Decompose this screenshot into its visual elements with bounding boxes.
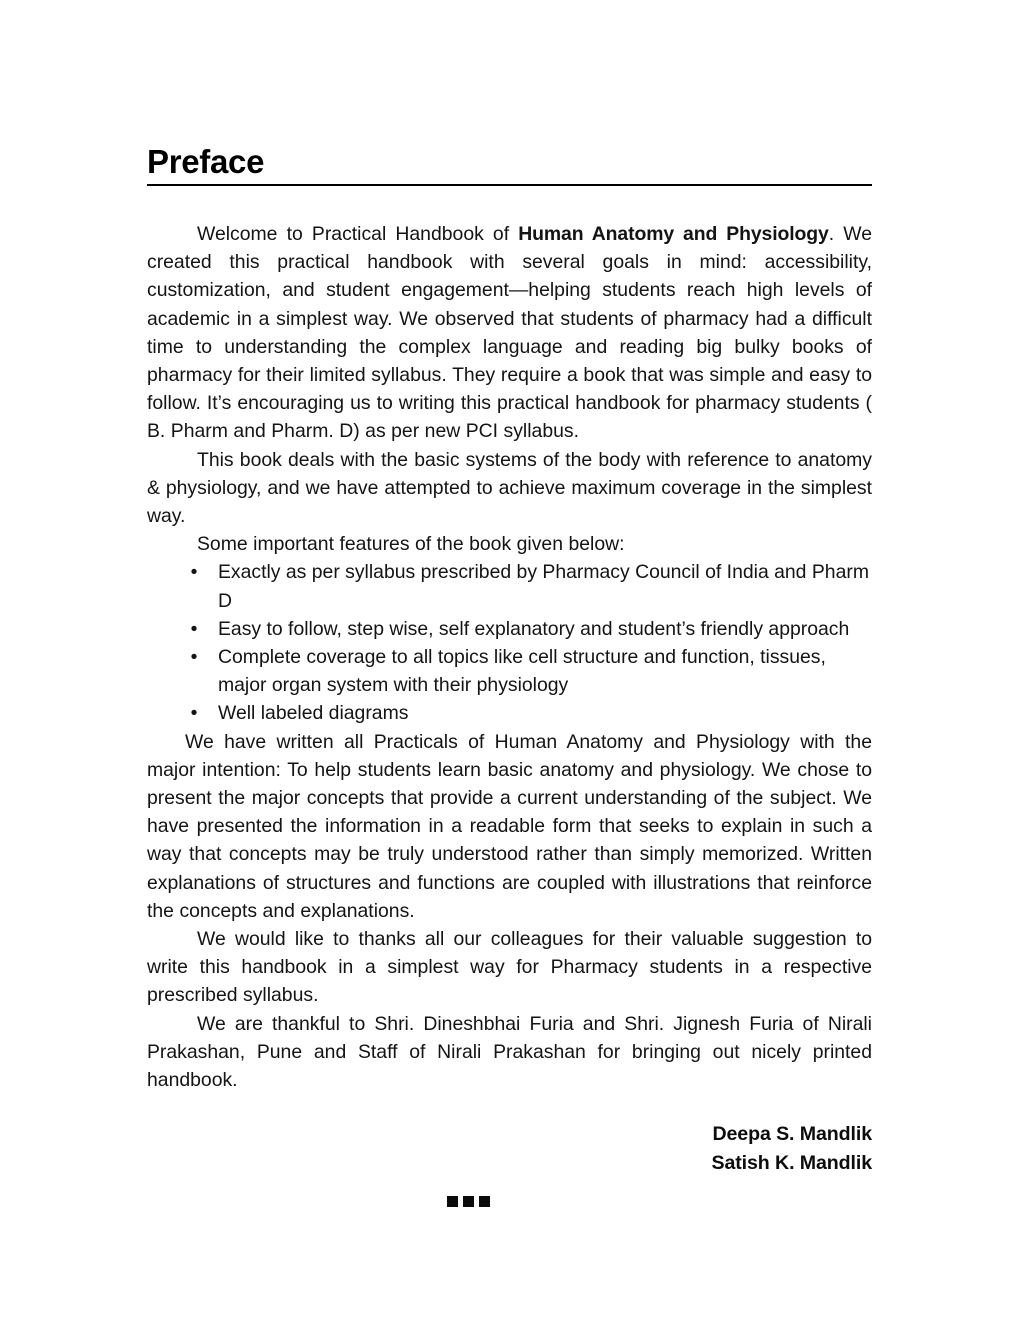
list-item-label: Complete coverage to all topics like cell structure and function, tissues, major organ system with their physiology bbox=[218, 646, 826, 697]
list-item bbox=[147, 699, 872, 727]
paragraph-features-lead-in: Some important features of the book given below: bbox=[197, 533, 625, 556]
title-underline-rule bbox=[147, 184, 872, 186]
paragraph-practicals-intention: We have written all Practicals of Human Anatomy and Physiology with the major intention: To help students learn basic anatomy and physiology. We chose to present the major concepts that provide a current understanding of the subject. We have presented the information in a readable form that seeks to explain in such a way that concepts may be truly understood rather than simply memorized. Written explanations of structures and functions are coupled with illustrations that reinforce the concepts and explanations. bbox=[147, 730, 872, 922]
bullet-dot-icon: • bbox=[190, 646, 198, 669]
end-marker-square-icon bbox=[447, 1196, 458, 1207]
paragraph-welcome-text-after-bold: . We created this practical handbook with several goals in mind: accessibility, customization, and student engagement—helping students reach high levels of academic in a simplest way. We observed that students of pharmacy had a difficult time to understanding the complex language and reading big bulky books of pharmacy for their limited syllabus. They require a book that was simple and easy to follow. It’s encouraging us to writing this practical handbook for pharmacy students ( B. Pharm and Pharm. D) as per new PCI syllabus. bbox=[147, 223, 872, 443]
end-marker-square-icon bbox=[479, 1196, 490, 1207]
page-title: Preface bbox=[147, 143, 265, 180]
section-end-marker bbox=[147, 1196, 872, 1207]
page-content bbox=[147, 143, 872, 1207]
book-title-emphasis: Human Anatomy and Physiology bbox=[518, 223, 829, 245]
bullet-dot-icon: • bbox=[190, 617, 198, 640]
list-item bbox=[147, 615, 872, 643]
paragraph-acknowledgement-colleagues: We would like to thanks all our colleagues for their valuable suggestion to write this handbook in a simplest way for Pharmacy students in a respective prescribed syllabus. bbox=[147, 928, 872, 1007]
features-list bbox=[147, 558, 872, 727]
author-name-secondary: Satish K. Mandlik bbox=[711, 1152, 872, 1175]
list-item-label: Easy to follow, step wise, self explanatory and student’s friendly approach bbox=[218, 617, 850, 640]
author-name-primary: Deepa S. Mandlik bbox=[712, 1123, 872, 1146]
paragraph-welcome-text-before-bold: Welcome to Practical Handbook of bbox=[197, 223, 519, 245]
bullet-dot-icon: • bbox=[190, 561, 198, 584]
end-marker-square-icon bbox=[463, 1196, 474, 1207]
list-item bbox=[147, 558, 872, 614]
paragraph-welcome bbox=[147, 220, 872, 446]
bullet-dot-icon: • bbox=[190, 702, 198, 725]
list-item bbox=[147, 643, 872, 699]
paragraph-book-scope: This book deals with the basic systems of the body with reference to anatomy & physiology, and we have attempted to achieve maximum coverage in the simplest way. bbox=[147, 448, 872, 528]
list-item-label: Well labeled diagrams bbox=[218, 702, 409, 725]
author-signature-block bbox=[147, 1120, 872, 1178]
list-item-label: Exactly as per syllabus prescribed by Pharmacy Council of India and Pharm D bbox=[218, 561, 869, 612]
paragraph-acknowledgement-publisher: We are thankful to Shri. Dineshbhai Furia and Shri. Jignesh Furia of Nirali Prakashan, Pune and Staff of Nirali Prakashan for bringing out nicely printed handbook. bbox=[147, 1012, 872, 1092]
